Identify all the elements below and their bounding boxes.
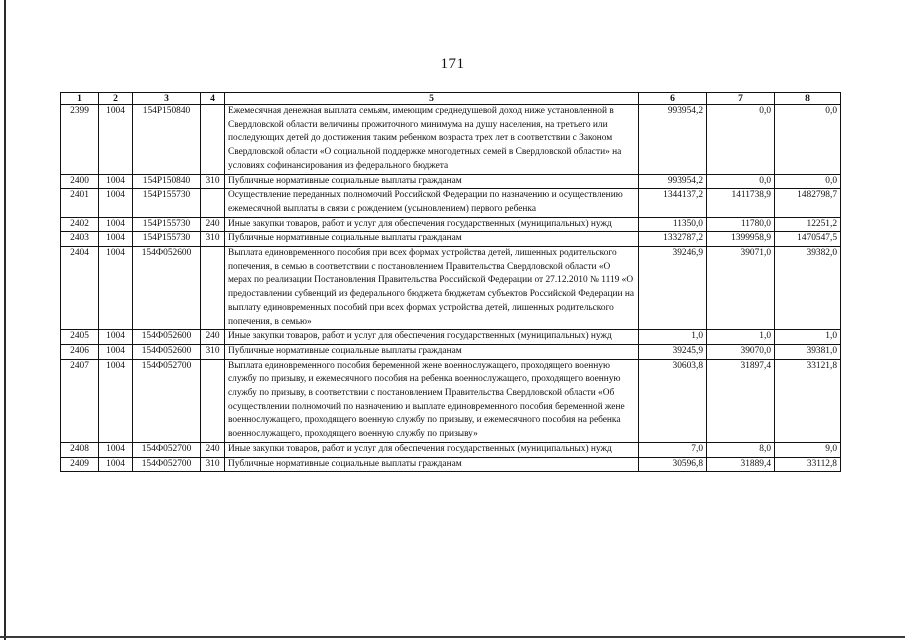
section-code: 1004 bbox=[99, 189, 133, 217]
target-article-code: 154P150840 bbox=[133, 174, 201, 189]
page-number: 171 bbox=[440, 56, 465, 72]
section-code: 1004 bbox=[99, 217, 133, 232]
target-article-code: 154Ф052700 bbox=[133, 457, 201, 472]
item-name: Осуществление переданных полномочий Российской Федерации по назначению и осуществлению ежемесячной выплаты в связи с рождением (усыновлением) первого ребенка bbox=[225, 189, 639, 217]
row-number: 2407 bbox=[61, 359, 99, 442]
amount-col7: 39070,0 bbox=[707, 344, 775, 359]
target-article-code: 154P150840 bbox=[133, 105, 201, 175]
row-number: 2409 bbox=[61, 457, 99, 472]
table-row bbox=[61, 105, 841, 175]
section-code: 1004 bbox=[99, 247, 133, 330]
amount-col6: 7,0 bbox=[639, 442, 707, 457]
expense-type-code: 310 bbox=[201, 344, 225, 359]
amount-col6: 1,0 bbox=[639, 330, 707, 345]
expense-type-code: 240 bbox=[201, 330, 225, 345]
amount-col8: 1470547,5 bbox=[775, 232, 841, 247]
amount-col7: 39071,0 bbox=[707, 247, 775, 330]
amount-col8: 9,0 bbox=[775, 442, 841, 457]
item-name: Иные закупки товаров, работ и услуг для обеспечения государственных (муниципальных) нужд bbox=[225, 217, 639, 232]
header-cell: 6 bbox=[639, 93, 707, 105]
amount-col8: 12251,2 bbox=[775, 217, 841, 232]
amount-col6: 1332787,2 bbox=[639, 232, 707, 247]
amount-col7: 11780,0 bbox=[707, 217, 775, 232]
amount-col8: 0,0 bbox=[775, 105, 841, 175]
amount-col8: 1482798,7 bbox=[775, 189, 841, 217]
row-number: 2400 bbox=[61, 174, 99, 189]
table-row bbox=[61, 232, 841, 247]
expense-type-code bbox=[201, 189, 225, 217]
table-row bbox=[61, 442, 841, 457]
row-number: 2405 bbox=[61, 330, 99, 345]
section-code: 1004 bbox=[99, 457, 133, 472]
header-cell: 8 bbox=[775, 93, 841, 105]
table-row bbox=[61, 247, 841, 330]
amount-col7: 0,0 bbox=[707, 105, 775, 175]
header-cell: 5 bbox=[225, 93, 639, 105]
amount-col7: 1411738,9 bbox=[707, 189, 775, 217]
table-row bbox=[61, 330, 841, 345]
item-name: Иные закупки товаров, работ и услуг для обеспечения государственных (муниципальных) нужд bbox=[225, 330, 639, 345]
amount-col8: 33112,8 bbox=[775, 457, 841, 472]
section-code: 1004 bbox=[99, 344, 133, 359]
target-article-code: 154Ф052600 bbox=[133, 330, 201, 345]
header-cell: 1 bbox=[61, 93, 99, 105]
expense-type-code bbox=[201, 247, 225, 330]
item-name: Иные закупки товаров, работ и услуг для обеспечения государственных (муниципальных) нужд bbox=[225, 442, 639, 457]
target-article-code: 154P155730 bbox=[133, 189, 201, 217]
amount-col6: 39245,9 bbox=[639, 344, 707, 359]
section-code: 1004 bbox=[99, 105, 133, 175]
target-article-code: 154P155730 bbox=[133, 232, 201, 247]
amount-col6: 39246,9 bbox=[639, 247, 707, 330]
expense-type-code: 310 bbox=[201, 457, 225, 472]
section-code: 1004 bbox=[99, 330, 133, 345]
amount-col7: 31897,4 bbox=[707, 359, 775, 442]
scan-bottom-edge bbox=[0, 636, 905, 638]
item-name: Выплата единовременного пособия при всех формах устройства детей, лишенных родительского попечения, в семью в соответствии с постановлением Правительства Свердловской области «О мерах по реализации Постановления Правительства Российской Федерации от 27.12.2010 № 1119 «О предоставлении субвенций из федерального бюджета бюджетам субъектов Российской Федерации на выплату единовременных пособий при всех формах устройства детей, лишенных родительского попечения, в семью» bbox=[225, 247, 639, 330]
amount-col8: 33121,8 bbox=[775, 359, 841, 442]
amount-col7: 1,0 bbox=[707, 330, 775, 345]
target-article-code: 154Ф052600 bbox=[133, 247, 201, 330]
target-article-code: 154Ф052700 bbox=[133, 359, 201, 442]
header-cell: 2 bbox=[99, 93, 133, 105]
target-article-code: 154Ф052600 bbox=[133, 344, 201, 359]
amount-col7: 1399958,9 bbox=[707, 232, 775, 247]
amount-col6: 11350,0 bbox=[639, 217, 707, 232]
item-name: Ежемесячная денежная выплата семьям, имеющим среднедушевой доход ниже установленной в Свердловской области величины прожиточного минимума на душу населения, на третьего или последующих детей до достижения таким ребенком возраста трех лет в соответствии с Законом Свердловской области «О социальной поддержке многодетных семей в Свердловской области» на условиях софинансирования из федерального бюджета bbox=[225, 105, 639, 175]
item-name: Публичные нормативные социальные выплаты гражданам bbox=[225, 457, 639, 472]
section-code: 1004 bbox=[99, 359, 133, 442]
expense-type-code bbox=[201, 105, 225, 175]
item-name: Публичные нормативные социальные выплаты гражданам bbox=[225, 174, 639, 189]
scan-left-edge bbox=[4, 0, 6, 640]
target-article-code: 154P155730 bbox=[133, 217, 201, 232]
item-name: Публичные нормативные социальные выплаты гражданам bbox=[225, 232, 639, 247]
table-row bbox=[61, 344, 841, 359]
expense-type-code: 240 bbox=[201, 217, 225, 232]
amount-col8: 39381,0 bbox=[775, 344, 841, 359]
amount-col6: 993954,2 bbox=[639, 105, 707, 175]
expense-type-code: 310 bbox=[201, 232, 225, 247]
row-number: 2402 bbox=[61, 217, 99, 232]
header-cell: 7 bbox=[707, 93, 775, 105]
expense-type-code: 310 bbox=[201, 174, 225, 189]
table-row bbox=[61, 189, 841, 217]
target-article-code: 154Ф052700 bbox=[133, 442, 201, 457]
table-row bbox=[61, 457, 841, 472]
expense-type-code bbox=[201, 359, 225, 442]
header-cell: 4 bbox=[201, 93, 225, 105]
row-number: 2403 bbox=[61, 232, 99, 247]
table-row bbox=[61, 174, 841, 189]
amount-col7: 8,0 bbox=[707, 442, 775, 457]
item-name: Выплата единовременного пособия беременной жене военнослужащего, проходящего военную службу по призыву, и ежемесячного пособия на ребенка военнослужащего, проходящего военную службу по призыву, в соответствии с постановлением Правительства Свердловской области «Об осуществлении полномочий по назначению и выплате единовременного пособия беременной жене военнослужащего, проходящего военную службу по призыву, и ежемесячного пособия на ребенка военнослужащего, проходящего военную службу по призыву» bbox=[225, 359, 639, 442]
section-code: 1004 bbox=[99, 174, 133, 189]
section-code: 1004 bbox=[99, 232, 133, 247]
amount-col8: 39382,0 bbox=[775, 247, 841, 330]
table-row bbox=[61, 359, 841, 442]
budget-table bbox=[60, 92, 841, 472]
amount-col7: 0,0 bbox=[707, 174, 775, 189]
amount-col6: 1344137,2 bbox=[639, 189, 707, 217]
amount-col8: 1,0 bbox=[775, 330, 841, 345]
row-number: 2406 bbox=[61, 344, 99, 359]
amount-col8: 0,0 bbox=[775, 174, 841, 189]
header-cell: 3 bbox=[133, 93, 201, 105]
amount-col6: 30603,8 bbox=[639, 359, 707, 442]
row-number: 2408 bbox=[61, 442, 99, 457]
row-number: 2404 bbox=[61, 247, 99, 330]
section-code: 1004 bbox=[99, 442, 133, 457]
row-number: 2401 bbox=[61, 189, 99, 217]
amount-col6: 993954,2 bbox=[639, 174, 707, 189]
header-row bbox=[61, 93, 841, 105]
expense-type-code: 240 bbox=[201, 442, 225, 457]
row-number: 2399 bbox=[61, 105, 99, 175]
amount-col6: 30596,8 bbox=[639, 457, 707, 472]
item-name: Публичные нормативные социальные выплаты гражданам bbox=[225, 344, 639, 359]
amount-col7: 31889,4 bbox=[707, 457, 775, 472]
table-row bbox=[61, 217, 841, 232]
